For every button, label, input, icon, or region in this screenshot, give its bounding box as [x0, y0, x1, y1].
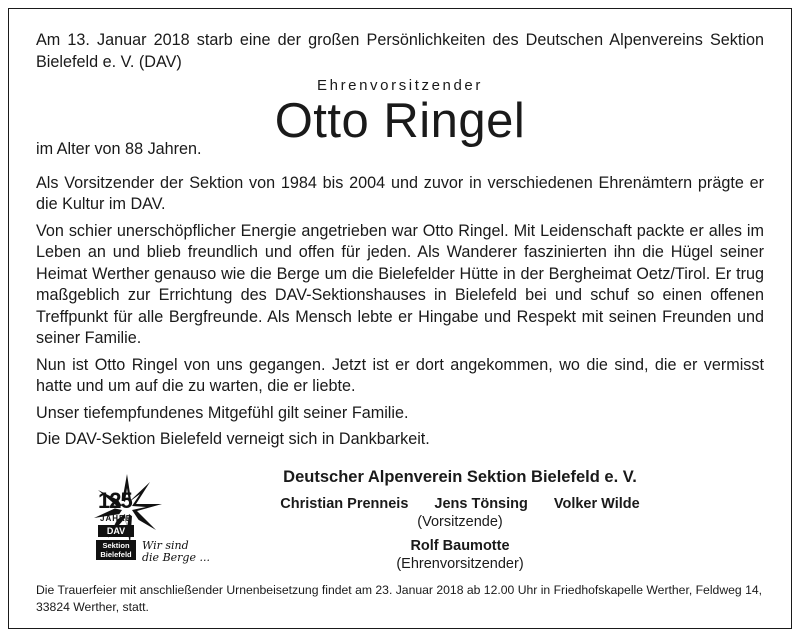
logo-jahre: JAHRE [100, 514, 133, 523]
logo-slogan-line2: die Berge ... [142, 551, 210, 564]
funeral-info: Die Trauerfeier mit anschließender Urnenbeisetzung findet am 23. Januar 2018 ab 12.00 Uhr in Friedhofskapelle Werther, Feldweg 14, 33824 Werther, statt. [36, 583, 763, 614]
signer-name: Jens Tönsing [434, 495, 528, 512]
age-text: im Alter von 88 Jahren. [36, 140, 202, 158]
organization-name: Deutscher Alpenverein Sektion Bielefeld e. V. [283, 467, 637, 486]
honorary-role: (Ehrenvorsitzender) [396, 555, 524, 572]
signer-name: Christian Prenneis [280, 495, 409, 512]
intro-text: Am 13. Januar 2018 starb eine der großen Persönlichkeiten des Deutschen Alpenvereins Sektion Bielefeld e. V. (DAV) [36, 31, 764, 71]
logo-section [96, 540, 136, 560]
deceased-name: Otto Ringel [274, 94, 526, 148]
paragraph-5: Die DAV-Sektion Bielefeld verneigt sich in Dankbarkeit. [36, 430, 430, 448]
signer-name: Volker Wilde [553, 495, 640, 512]
paragraph-4: Unser tiefempfundenes Mitgefühl gilt seiner Familie. [36, 403, 409, 422]
logo-slogan [142, 540, 214, 564]
paragraph-3: Nun ist Otto Ringel von uns gegangen. Jetzt ist er dort angekommen, wo die sind, die er vermisst hatte und um auf die zu warten, die er liebte. [36, 355, 764, 395]
paragraph-2: Von schier unerschöpflicher Energie angetrieben war Otto Ringel. Mit Leidenschaft packte er alles im Leben an und blieb freundlich und offen für jeden. Als Wanderer faszinierten ihn die Hügel seiner Heimat Werther genauso wie die Berge um die Bielefelder Hütte in der Bergheimat Oetz/Tirol. Er trug maßgeblich zur Errichtung des DAV-Sektionshauses in Bielefeld bei und schuf so einen offenen Treffpunkt für alle Bergfreunde. Als Mensch lebte er Hingabe und Respekt mit seinen Freunden und seiner Familie. [36, 221, 764, 347]
honor-title: Ehrenvorsitzender [317, 77, 483, 94]
logo-section-line2: Bielefeld [100, 550, 132, 559]
paragraph-1: Als Vorsitzender der Sektion von 1984 bis 2004 und zuvor in verschiedenen Ehrenämtern prägte er die Kultur im DAV. [36, 173, 764, 213]
logo-slogan-line1: Wir sind [142, 539, 189, 552]
anniversary-logo [92, 474, 212, 574]
logo-section-line1: Sektion [102, 541, 130, 550]
honorary-name: Rolf Baumotte [410, 537, 510, 554]
signers-role: (Vorsitzende) [417, 513, 503, 530]
logo-dav: DAV [98, 525, 134, 537]
logo-number: 125 [98, 488, 132, 513]
